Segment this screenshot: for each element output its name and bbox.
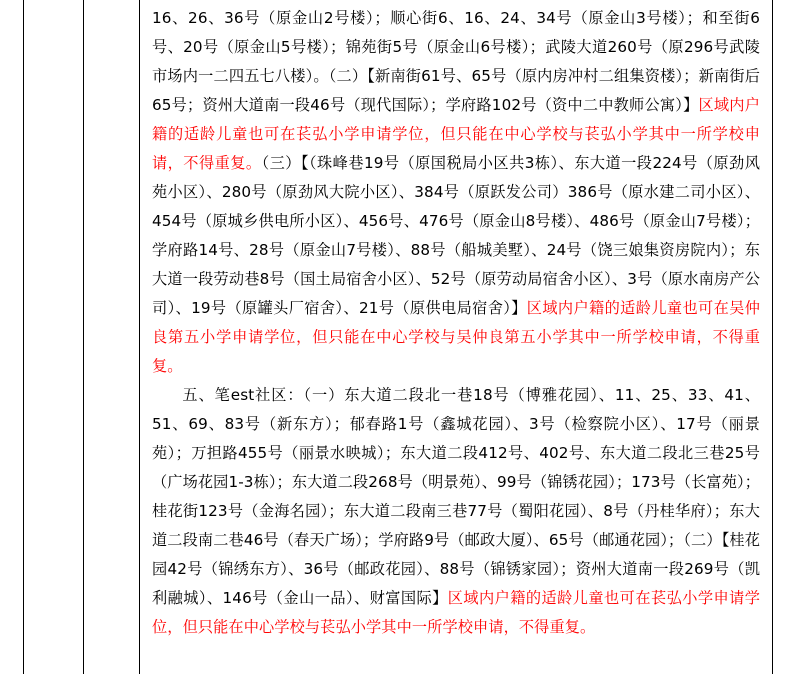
table-cell-column-2 — [84, 0, 139, 674]
text-run-red-1: 区域内户籍的适龄儿童也可在苌弘小学申请学位，但只能在中心学校与苌弘小学其中一所学校申请，不得重复。 — [152, 96, 760, 172]
text-run-black-2: （三）【（珠峰巷19号（原国税局小区共3栋）、东大道一段224号（原劲风苑小区）、280号（原劲风大院小区）、384号（原跃发公司）386号（原水建二司小区）、454号（原城乡供电所小区）、456号、476号（原金山8号楼）、486号（原金山7号楼）；学府路14号、28号（原金山7号楼）、88号（船城美墅）、24号（饶三娘集资房院内）；东大道一段劳动巷8号（国土局宿舍小区）、52号（原劳动局宿舍小区）、3号（原水南房产公司）、19号（原罐头厂宿舍）、21号（原供电局宿舍）】 — [152, 154, 760, 317]
table-cell-column-1 — [24, 0, 83, 674]
paragraph-zone-two-continued — [152, 4, 760, 381]
text-run-red-3: 区域内户籍的适龄儿童也可在苌弘小学申请学位，但只能在中心学校与苌弘小学其中一所学校申请，不得重复。 — [152, 589, 761, 636]
paragraph-zone-five-bixi — [152, 381, 760, 642]
text-run-black-1: 16、26、36号（原金山2号楼）；顺心街6、16、24、34号（原金山3号楼）；和至街6号、20号（原金山5号楼）；锦苑街5号（原金山6号楼）；武陵大道260号（原296号武陵市场内一二四五七八楼）。（二）【新南街61号、65号（原内房冲村二组集资楼）；新南街后65号；资州大道南一段46号（现代国际）；学府路102号（资中二中教师公寓）】 — [152, 9, 760, 114]
text-run-red-2: 区域内户籍的适龄儿童也可在吴仲良第五小学申请学位，但只能在中心学校与吴仲良第五小学其中一所学校申请，不得重复。 — [152, 299, 760, 375]
text-run-black-3: 五、笔est社区：（一）东大道二段北一巷18号（博雅花园）、11、25、33、41、51、69、83号（新东方）；郁春路1号（鑫城花园）、3号（检察院小区）、17号（丽景苑）；万担路455号（丽景水映城）；东大道二段412号、402号、东大道二段北三巷25号（广场花园1-3栋）；东大道二段268号（明景苑）、99号（锦锈花园）；173号（长富苑）；桂花街123号（金海名园）；东大道二段南三巷77号（蜀阳花园）、8号（丹桂华府）；东大道二段南二巷46号（春天广场）；学府路9号（邮政大厦）、65号（邮通花园）；（二）【桂花园42号（锦绣东方）、36号（邮政花园）、88号（锦锈家园）；资州大道南一段269号（凯利融城）、146号（金山一品）、财富国际】 — [152, 386, 760, 607]
table-cell-content — [140, 0, 772, 674]
table-border-right — [772, 0, 773, 674]
